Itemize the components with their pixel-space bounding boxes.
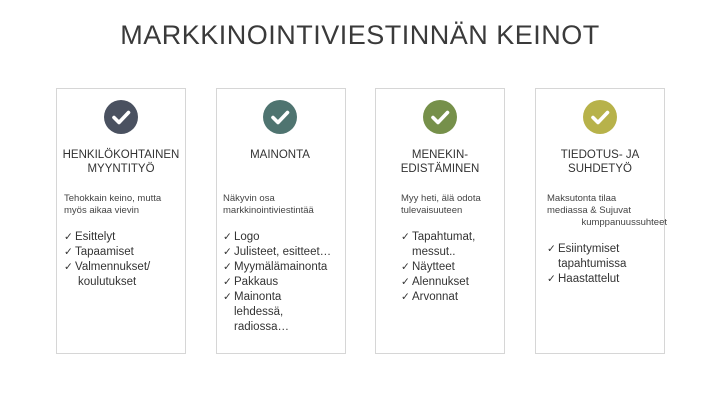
column-heading: MENEKIN- EDISTÄMINEN: [400, 149, 480, 175]
list-item-continuation: lehdessä,: [234, 306, 284, 318]
column-description: Myy heti, älä odota tulevaisuuteen: [401, 193, 481, 216]
list-item: ✓ Tapaamiset: [64, 245, 150, 260]
check-circle-icon: [263, 100, 297, 134]
list-item: ✓ Pakkaus: [223, 275, 331, 290]
column-description: Maksutonta tilaa mediassa & Sujuvat kumppanuussuhteet: [547, 193, 667, 228]
check-circle-icon: [583, 100, 617, 134]
column-list: [547, 242, 626, 287]
list-item: ✓ Mainonta: [223, 290, 331, 305]
list-item: ✓ Myymälämainonta: [223, 260, 331, 275]
column-heading: TIEDOTUS- JA SUHDETYÖ: [560, 149, 640, 175]
list-item: ✓ Valmennukset/: [64, 260, 150, 275]
column-description: Tehokkain keino, mutta myös aikaa vievin: [64, 193, 162, 216]
list-item-continuation: messut..: [412, 246, 456, 258]
list-item: ✓ Esittelyt: [64, 230, 150, 245]
list-item: ✓ Tapahtumat,: [401, 230, 475, 245]
list-item-continuation: radiossa…: [234, 321, 289, 333]
column-description: Näkyvin osa markkinointiviestintää: [223, 193, 314, 216]
column-heading: HENKILÖKOHTAINEN MYYNTITYÖ: [62, 149, 180, 175]
list-item: ✓ Arvonnat: [401, 290, 475, 305]
check-circle-icon: [104, 100, 138, 134]
column-list: [401, 230, 475, 305]
list-item-continuation: koulutukset: [78, 276, 137, 288]
column-heading: MAINONTA: [250, 149, 310, 161]
list-item: ✓ Esiintymiset: [547, 242, 626, 257]
page-title: MARKKINOINTIVIESTINNÄN KEINOT: [120, 20, 600, 50]
check-circle-icon: [423, 100, 457, 134]
column-list: [64, 230, 150, 290]
list-item: ✓ Näytteet: [401, 260, 475, 275]
list-item-continuation: tapahtumissa: [558, 258, 627, 270]
list-item: ✓ Haastattelut: [547, 272, 626, 287]
list-item: ✓ Julisteet, esitteet…: [223, 245, 331, 260]
list-item: ✓ Logo: [223, 230, 331, 245]
column-list: [223, 230, 331, 335]
list-item: ✓ Alennukset: [401, 275, 475, 290]
